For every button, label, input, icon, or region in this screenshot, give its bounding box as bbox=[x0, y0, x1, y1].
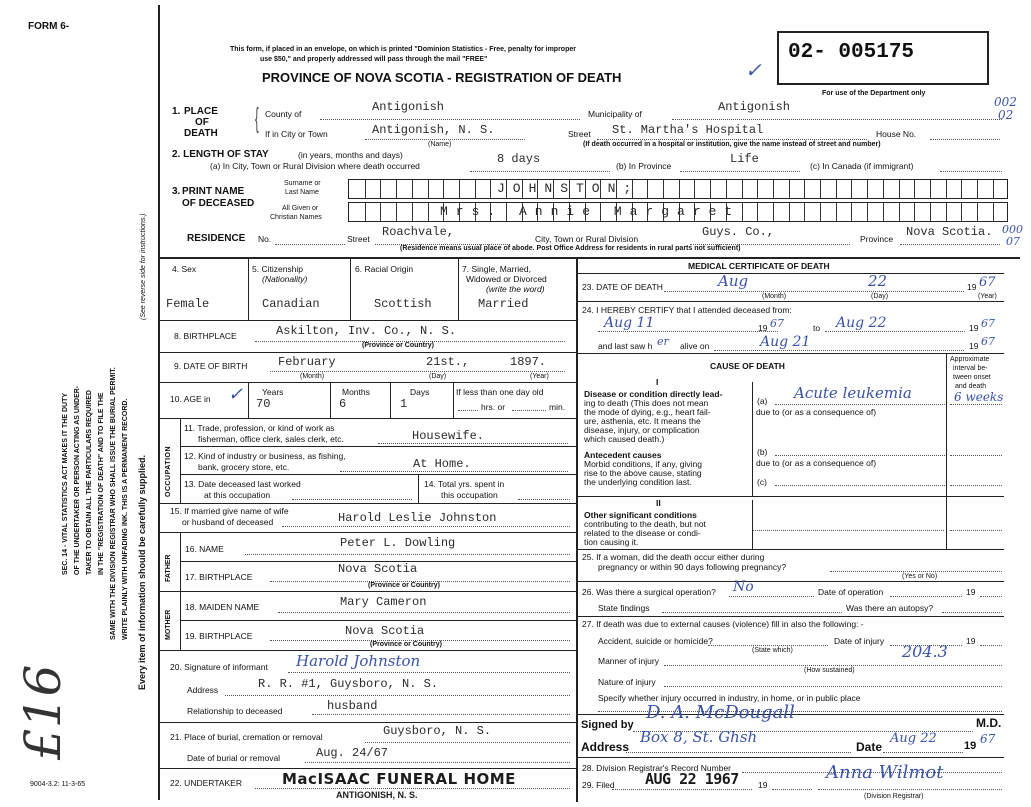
name-grid-cell bbox=[820, 203, 821, 221]
interval-label-1: Approximate bbox=[950, 356, 990, 363]
date-of-death-month: Aug bbox=[718, 272, 749, 290]
nature-label: Nature of injury bbox=[598, 677, 656, 687]
filed-century: 19 bbox=[758, 780, 768, 790]
direct-label-3: the mode of dying, e.g., heart fail- bbox=[584, 407, 711, 417]
other-label-1: contributing to the death, but not bbox=[584, 519, 706, 529]
attended-from-century: 19 bbox=[758, 323, 768, 333]
name-grid-cell bbox=[851, 203, 852, 221]
name-grid-cell bbox=[977, 180, 978, 198]
due-to-2: due to (or as a consequence of) bbox=[756, 458, 877, 468]
age-months-value: 6 bbox=[339, 397, 347, 411]
name-grid-cell bbox=[836, 203, 837, 221]
residence-label: RESIDENCE bbox=[187, 233, 246, 244]
how-sustained-sub: (How sustained) bbox=[804, 667, 855, 674]
place-label-2: OF bbox=[195, 117, 209, 128]
citizenship-label: 5. Citizenship bbox=[252, 264, 304, 274]
antecedent-label-2: rise to the above cause, stating bbox=[584, 468, 702, 478]
surname-grid bbox=[348, 179, 1008, 199]
act-line-6: WRITE PLAINLY WITH UNFADING INK. THIS IS A PERMANENT RECORD. bbox=[122, 398, 129, 640]
total-years-label-1: 14. Total yrs. spent in bbox=[424, 479, 505, 489]
place-label-1: PLACE bbox=[184, 106, 218, 117]
given-label-2: Christian Names bbox=[270, 214, 322, 221]
city-name-note: (Name) bbox=[428, 141, 452, 148]
physician-signature: D. A. McDougall bbox=[646, 702, 795, 723]
attended-to-century: 19 bbox=[969, 323, 979, 333]
citizenship-sub: (Nationality) bbox=[262, 274, 308, 284]
mother-birthplace-value: Nova Scotia bbox=[345, 624, 425, 638]
surname-value: JOHNSTON; bbox=[497, 181, 640, 196]
place-num: 1. bbox=[172, 106, 181, 117]
direct-label-5: disease, injury, or complication bbox=[584, 425, 700, 435]
place-label-3: DEATH bbox=[184, 128, 218, 139]
age-years-label: Years bbox=[262, 387, 284, 397]
stay-sublabel: (in years, months and days) bbox=[298, 150, 403, 160]
name-grid-cell bbox=[883, 203, 884, 221]
informant-relationship-value: husband bbox=[327, 699, 378, 713]
name-grid-cell bbox=[899, 203, 900, 221]
name-grid-cell bbox=[789, 180, 790, 198]
burial-date-value: Aug. 24/67 bbox=[316, 746, 389, 760]
alive-on-value: Aug 21 bbox=[760, 334, 811, 350]
attended-from: Aug 11 bbox=[604, 315, 655, 331]
county-label: County of bbox=[265, 109, 302, 119]
city-value: Antigonish, N. S. bbox=[372, 123, 495, 137]
marital-label-2: Widowed or Divorced bbox=[466, 274, 547, 284]
mailing-notice-line-1: This form, if placed in an envelope, on which is printed "Dominion Statistics - Free, penalty for improper bbox=[230, 46, 576, 53]
stay-a-label: (a) In City, Town or Rural Division where death occurred bbox=[210, 161, 420, 171]
cause-code: 204.3 bbox=[902, 642, 948, 661]
antecedent-title: Antecedent causes bbox=[584, 450, 662, 460]
name-grid-cell bbox=[663, 180, 664, 198]
filed-label: 29. Filed bbox=[582, 780, 615, 790]
cause-b-label: (b) bbox=[757, 447, 768, 457]
certify-label: 24. I HEREBY CERTIFY that I attended deceased from: bbox=[582, 305, 792, 315]
name-grid-cell bbox=[710, 180, 711, 198]
cause-roman-1: I bbox=[656, 377, 659, 387]
department-code-2: 02 bbox=[998, 108, 1014, 122]
burial-place-value: Guysboro, N. S. bbox=[383, 724, 492, 738]
name-label-1: PRINT NAME bbox=[182, 186, 245, 197]
surname-label-2: Last Name bbox=[285, 189, 319, 196]
racial-origin-value: Scottish bbox=[374, 297, 432, 311]
name-grid-cell bbox=[742, 203, 743, 221]
mother-birthplace-label: 19. BIRTHPLACE bbox=[185, 631, 253, 641]
informant-address-label: Address bbox=[187, 685, 219, 695]
signature-date: Aug 22 bbox=[890, 731, 937, 746]
name-grid-cell bbox=[961, 203, 962, 221]
name-grid-cell bbox=[804, 203, 805, 221]
q26-date-label: Date of operation bbox=[818, 587, 884, 597]
mother-maiden-label: 18. MAIDEN NAME bbox=[185, 602, 260, 612]
age-days-value: 1 bbox=[400, 397, 408, 411]
physician-address: Box 8, St. Ghsh bbox=[640, 728, 758, 746]
department-code-3: 000 bbox=[1002, 223, 1023, 236]
occupation-side-label: OCCUPATION bbox=[165, 445, 172, 497]
burial-date-label: Date of burial or removal bbox=[187, 753, 281, 763]
attended-from-year: 67 bbox=[770, 317, 784, 330]
cause-a-label: (a) bbox=[757, 396, 768, 406]
name-grid-cell bbox=[867, 203, 868, 221]
department-code-1: 002 bbox=[994, 95, 1017, 109]
physician-address-label: Address bbox=[581, 740, 630, 754]
dob-month-sub: (Month) bbox=[300, 373, 325, 380]
industry-label-2: bank, grocery store, etc. bbox=[198, 462, 290, 472]
other-label-2: related to the disease or condi- bbox=[584, 528, 701, 538]
last-saw-label: and last saw h bbox=[598, 341, 653, 351]
act-line-2: OF THE UNDERTAKER OR PERSON ACTING AS UNDER- bbox=[74, 385, 81, 575]
name-num: 3. bbox=[172, 186, 181, 197]
name-grid-cell bbox=[993, 203, 994, 221]
print-code: 9004-3.2: 11-3-65 bbox=[30, 781, 86, 788]
manner-label: Manner of injury bbox=[598, 656, 659, 666]
spouse-value: Harold Leslie Johnston bbox=[338, 511, 497, 525]
father-side-label: FATHER bbox=[165, 554, 172, 582]
alive-on-label: alive on bbox=[680, 341, 710, 351]
name-grid-cell bbox=[899, 180, 900, 198]
age-months-label: Months bbox=[342, 387, 370, 397]
name-grid-cell bbox=[396, 180, 397, 198]
form-title: PROVINCE OF NOVA SCOTIA - REGISTRATION OF DEATH bbox=[262, 70, 622, 85]
age-check-mark: ✓ bbox=[228, 384, 244, 405]
last-saw-value: er bbox=[657, 335, 669, 348]
dob-day-sub: (Day) bbox=[429, 373, 447, 380]
name-grid-cell bbox=[679, 180, 680, 198]
alive-on-year: 67 bbox=[981, 335, 995, 348]
interval-label-4: and death bbox=[955, 383, 987, 390]
informant-relationship-label: Relationship to deceased bbox=[187, 706, 283, 716]
date-of-death-year-sub: (Year) bbox=[978, 293, 997, 300]
specify-label: Specify whether injury occurred in industry, in home, or in public place bbox=[598, 693, 861, 703]
racial-origin-label: 6. Racial Origin bbox=[355, 264, 414, 274]
date-of-death-year: 67 bbox=[979, 275, 996, 290]
name-grid-cell bbox=[396, 203, 397, 221]
mother-side-label: MOTHER bbox=[165, 609, 172, 640]
name-grid-cell bbox=[757, 203, 758, 221]
name-grid-cell bbox=[726, 180, 727, 198]
state-findings-label: State findings bbox=[598, 603, 650, 613]
name-grid-cell bbox=[412, 180, 413, 198]
cause-roman-2: II bbox=[656, 498, 661, 508]
form-number: FORM 6- bbox=[28, 21, 70, 32]
interval-label-3: tween onset bbox=[953, 374, 991, 381]
age-lt-day-label: If less than one day old bbox=[456, 387, 544, 397]
date-of-death-label: 23. DATE OF DEATH bbox=[582, 282, 663, 292]
injury-year: 19 bbox=[966, 636, 976, 646]
name-grid-cell bbox=[757, 180, 758, 198]
due-to-1: due to (or as a consequence of) bbox=[756, 407, 877, 417]
antecedent-label-1: Morbid conditions, if any, giving bbox=[584, 459, 702, 469]
last-worked-label-2: at this occupation bbox=[204, 490, 271, 500]
cause-a-value: Acute leukemia bbox=[794, 384, 912, 402]
dob-year: 1897. bbox=[510, 355, 547, 369]
autopsy-label: Was there an autopsy? bbox=[846, 603, 934, 613]
name-grid-cell bbox=[946, 203, 947, 221]
injury-date-label: Date of injury bbox=[834, 636, 885, 646]
stay-c-label: (c) In Canada (if immigrant) bbox=[810, 161, 914, 171]
last-worked-label-1: 13. Date deceased last worked bbox=[184, 479, 301, 489]
sex-label: 4. Sex bbox=[172, 264, 197, 274]
signature-century: 19 bbox=[964, 740, 977, 752]
name-grid-cell bbox=[914, 203, 915, 221]
q26-label: 26. Was there a surgical operation? bbox=[582, 587, 716, 597]
residence-street-label: Street bbox=[347, 234, 370, 244]
hospital-note: (If death occurred in a hospital or institution, give the name instead of street and number) bbox=[583, 141, 881, 148]
age-min-label: min. bbox=[549, 402, 566, 412]
name-grid-cell bbox=[742, 180, 743, 198]
age-label: 10. AGE in bbox=[170, 394, 211, 404]
dob-year-sub: (Year) bbox=[530, 373, 549, 380]
q27-label: 27. If death was due to external causes (violence) fill in also the following: - bbox=[582, 619, 864, 629]
age-days-label: Days bbox=[410, 387, 430, 397]
q25-sub: (Yes or No) bbox=[902, 573, 938, 580]
accident-label: Accident, suicide or homicide? bbox=[598, 636, 713, 646]
signature-year: 67 bbox=[980, 732, 996, 746]
trade-label-2: fisherman, office clerk, sales clerk, etc. bbox=[198, 434, 344, 444]
informant-address-value: R. R. #1, Guysboro, N. S. bbox=[258, 677, 439, 691]
name-grid-cell bbox=[993, 180, 994, 198]
given-name-value: Mrs. Annie Margaret bbox=[440, 204, 741, 219]
other-label-3: tion causing it. bbox=[584, 537, 639, 547]
date-of-death-day: 22 bbox=[868, 272, 888, 290]
name-grid-cell bbox=[380, 203, 381, 221]
citizenship-value: Canadian bbox=[262, 297, 320, 311]
mother-maiden-value: Mary Cameron bbox=[340, 595, 427, 609]
stay-b-value: Life bbox=[730, 152, 759, 166]
cause-c-label: (c) bbox=[757, 477, 767, 487]
md-label: M.D. bbox=[976, 716, 1002, 730]
check-mark: ✓ bbox=[745, 58, 762, 82]
date-of-death-century: 19 bbox=[967, 282, 977, 292]
surname-label-1: Surname or bbox=[284, 180, 321, 187]
name-grid-cell bbox=[475, 180, 476, 198]
birthplace-value: Askilton, Inv. Co., N. S. bbox=[276, 324, 457, 338]
filed-stamp: AUG 22 1967 bbox=[645, 770, 739, 788]
residence-no-label: No. bbox=[258, 234, 272, 244]
name-grid-cell bbox=[789, 203, 790, 221]
sex-value: Female bbox=[166, 297, 210, 311]
act-line-4: IN THE "REGISTRATION OF DEATH" AND TO FILE THE bbox=[98, 392, 105, 575]
attended-to: Aug 22 bbox=[836, 315, 887, 331]
dob-day: 21st., bbox=[426, 355, 470, 369]
act-line-5: SAME WITH THE DIVISION REGISTRAR WHO SHALL ISSUE THE BURIAL PERMIT. bbox=[110, 367, 117, 640]
place-brace: { bbox=[255, 102, 259, 133]
name-grid-cell bbox=[694, 180, 695, 198]
state-which-sub: (State which) bbox=[752, 647, 793, 654]
name-label-2: OF DECEASED bbox=[182, 198, 255, 209]
alive-on-century: 19 bbox=[969, 341, 979, 351]
medical-title: MEDICAL CERTIFICATE OF DEATH bbox=[688, 261, 830, 271]
name-grid-cell bbox=[647, 180, 648, 198]
name-grid-cell bbox=[773, 180, 774, 198]
name-grid-cell bbox=[459, 180, 460, 198]
cause-title: CAUSE OF DEATH bbox=[710, 361, 785, 371]
attended-to-label: to bbox=[813, 323, 821, 333]
name-grid-cell bbox=[428, 203, 429, 221]
act-line-1: SEC. 14 - VITAL STATISTICS ACT MAKES IT THE DUTY bbox=[62, 392, 69, 575]
record-number-label: 28. Division Registrar's Record Number bbox=[582, 763, 732, 773]
spouse-label-2: or husband of deceased bbox=[182, 517, 274, 527]
act-line-3: TAKER TO OBTAIN ALL THE PARTICULARS REQUIRED bbox=[86, 390, 93, 575]
father-name-label: 16. NAME bbox=[185, 544, 224, 554]
marital-label-3: (write the word) bbox=[486, 284, 545, 294]
registrar-label: (Division Registrar) bbox=[864, 793, 924, 800]
cause-a-interval: 6 weeks bbox=[954, 390, 1004, 404]
marital-label-1: 7. Single, Married, bbox=[462, 264, 531, 274]
marital-value: Married bbox=[478, 297, 529, 311]
informant-signature: Harold Johnston bbox=[296, 652, 421, 670]
total-years-label-2: this occupation bbox=[441, 490, 498, 500]
mailing-notice-line-2: use $50," and properly addressed will pass through the mail "FREE" bbox=[260, 56, 488, 63]
residence-city-value: Guys. Co., bbox=[702, 225, 775, 239]
attended-to-year: 67 bbox=[981, 317, 995, 330]
given-label-1: All Given or bbox=[282, 205, 319, 212]
undertaker-label: 22. UNDERTAKER bbox=[170, 778, 242, 788]
name-grid-cell bbox=[851, 180, 852, 198]
q26-value: No bbox=[733, 579, 754, 595]
residence-province-value: Nova Scotia. bbox=[906, 225, 993, 239]
margin-scrawl: £16 bbox=[14, 664, 72, 760]
age-years-value: 70 bbox=[256, 397, 271, 411]
residence-city-label: City, Town or Rural Division bbox=[535, 234, 639, 244]
name-grid-cell bbox=[773, 203, 774, 221]
father-birthplace-value: Nova Scotia bbox=[338, 562, 418, 576]
father-birthplace-label: 17. BIRTHPLACE bbox=[185, 572, 253, 582]
name-grid-cell bbox=[380, 180, 381, 198]
sidebar-divider bbox=[158, 5, 160, 800]
q25-label-2: pregnancy or within 90 days following pregnancy? bbox=[598, 562, 787, 572]
trade-value: Housewife. bbox=[412, 429, 485, 443]
industry-value: At Home. bbox=[413, 457, 471, 471]
q25-label-1: 25. If a woman, did the death occur either during bbox=[582, 552, 765, 562]
name-grid-cell bbox=[428, 180, 429, 198]
county-value: Antigonish bbox=[372, 100, 445, 114]
residence-province-label: Province bbox=[860, 234, 894, 244]
registration-number: 02- 005175 bbox=[788, 41, 915, 64]
burial-place-label: 21. Place of burial, cremation or removal bbox=[170, 732, 323, 742]
trade-label-1: 11. Trade, profession, or kind of work as bbox=[184, 423, 335, 433]
industry-label-1: 12. Kind of industry or business, as fishing, bbox=[184, 451, 346, 461]
municipality-value: Antigonish bbox=[718, 100, 791, 114]
father-birthplace-sub: (Province or Country) bbox=[368, 582, 440, 589]
street-value: St. Martha's Hospital bbox=[612, 123, 764, 137]
signed-by-label: Signed by bbox=[581, 719, 634, 731]
direct-label-2: ing to death (This does not mean bbox=[584, 398, 709, 408]
signature-date-label: Date bbox=[856, 740, 883, 754]
mother-birthplace-sub: (Province or Country) bbox=[370, 641, 442, 648]
direct-label-4: ure, asthenia, etc. It means the bbox=[584, 416, 701, 426]
name-grid-cell bbox=[946, 180, 947, 198]
antecedent-label-3: the underlying condition last. bbox=[584, 477, 692, 487]
name-grid-cell bbox=[977, 203, 978, 221]
stay-b-label: (b) In Province bbox=[616, 161, 672, 171]
direct-label-1: Disease or condition directly lead- bbox=[584, 389, 723, 399]
name-grid-cell bbox=[836, 180, 837, 198]
dob-label: 9. DATE OF BIRTH bbox=[174, 361, 248, 371]
name-grid-cell bbox=[365, 203, 366, 221]
every-item-note: Every item of information should be carefully supplied. bbox=[137, 454, 147, 690]
name-grid-cell bbox=[883, 180, 884, 198]
name-grid-cell bbox=[930, 180, 931, 198]
name-grid-cell bbox=[914, 180, 915, 198]
name-grid-cell bbox=[930, 203, 931, 221]
name-grid-cell bbox=[490, 180, 491, 198]
informant-signature-label: 20. Signature of informant bbox=[170, 662, 268, 672]
stay-a-value: 8 days bbox=[497, 152, 541, 166]
undertaker-city: ANTIGONISH, N. S. bbox=[336, 790, 418, 800]
q26-year: 19 bbox=[966, 587, 976, 597]
birthplace-sub: (Province or Country) bbox=[362, 342, 434, 349]
birthplace-label: 8. BIRTHPLACE bbox=[174, 331, 237, 341]
direct-label-6: which caused death.) bbox=[584, 434, 665, 444]
residence-street-value: Roachvale, bbox=[382, 225, 455, 239]
house-no-label: House No. bbox=[876, 129, 917, 139]
department-code-4: 07 bbox=[1006, 235, 1020, 248]
name-grid-cell bbox=[412, 203, 413, 221]
date-of-death-month-sub: (Month) bbox=[762, 293, 787, 300]
city-label: If in City or Town bbox=[265, 129, 328, 139]
other-title: Other significant conditions bbox=[584, 510, 697, 520]
date-of-death-day-sub: (Day) bbox=[871, 293, 889, 300]
name-grid-cell bbox=[443, 180, 444, 198]
stay-label: 2. LENGTH OF STAY bbox=[172, 149, 269, 160]
dob-month: February bbox=[278, 355, 336, 369]
name-grid-cell bbox=[961, 180, 962, 198]
name-grid-cell bbox=[804, 180, 805, 198]
spouse-label-1: 15. If married give name of wife bbox=[170, 506, 289, 516]
department-use-label: For use of the Department only bbox=[822, 90, 926, 97]
name-grid-cell bbox=[365, 180, 366, 198]
age-hrs-label: hrs. or bbox=[481, 402, 506, 412]
see-reverse-note: (See reverse side for instructions.) bbox=[140, 213, 147, 320]
registrar-signature: Anna Wilmot bbox=[826, 762, 944, 783]
residence-note: (Residence means usual place of abode. Post Office Address for residents in rural parts not sufficient) bbox=[400, 245, 741, 252]
interval-label-2: interval be- bbox=[953, 365, 988, 372]
father-name-value: Peter L. Dowling bbox=[340, 536, 456, 550]
medical-divider bbox=[576, 257, 578, 802]
name-grid-cell bbox=[820, 180, 821, 198]
undertaker-value: MacISAAC FUNERAL HOME bbox=[282, 770, 516, 788]
name-grid-cell bbox=[867, 180, 868, 198]
municipality-label: Municipality of bbox=[588, 109, 642, 119]
street-label: Street bbox=[568, 129, 591, 139]
